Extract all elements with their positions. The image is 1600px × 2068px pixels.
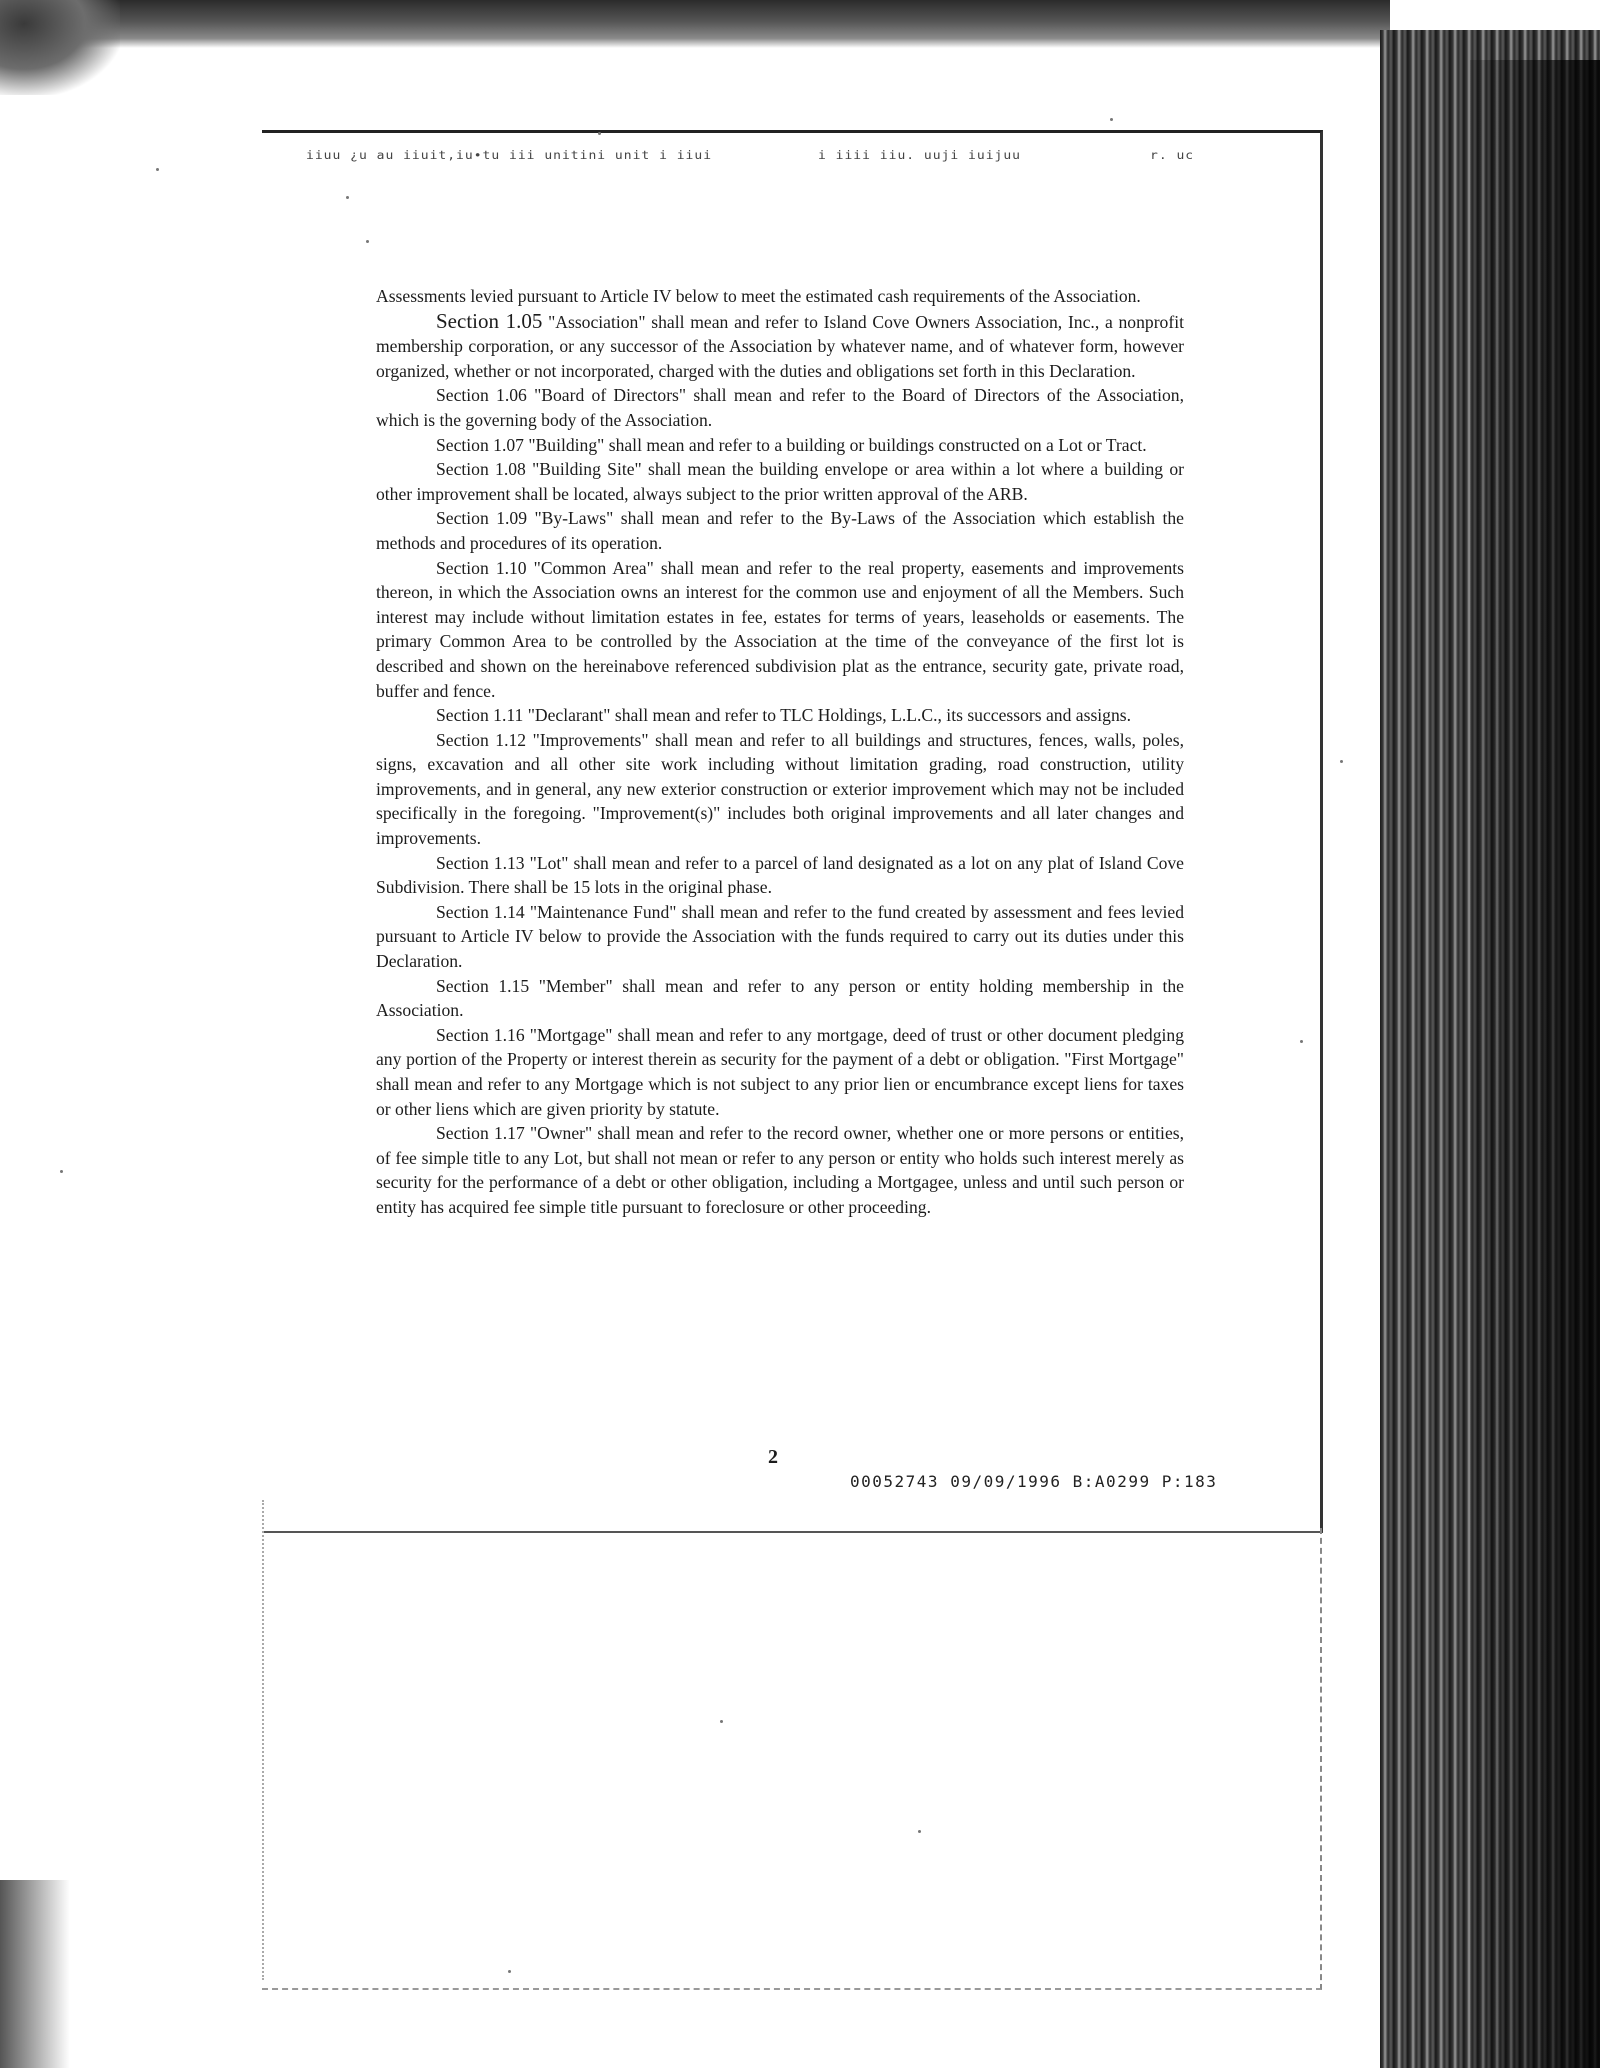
section-1-05 <box>376 309 1184 384</box>
scan-speck <box>346 196 349 199</box>
scan-speck <box>156 168 159 171</box>
fax-header-left: iiuu ¿u au iiuit,iu•tu iii unitini unit i iiui <box>306 149 713 163</box>
scan-speck <box>366 240 369 243</box>
scan-speck <box>1110 118 1113 121</box>
section-text: "Declarant" shall mean and refer to TLC Holdings, L.L.C., its successors and assigns. <box>527 705 1132 726</box>
scan-shadow-top <box>0 0 1390 48</box>
scan-speck <box>918 1830 921 1833</box>
section-heading: Section 1.12 <box>436 729 527 750</box>
fax-header-number: i iiii iiu. uuji iuijuu <box>818 149 1022 163</box>
section-heading: Section 1.16 <box>436 1024 525 1045</box>
section-heading: Section 1.07 <box>436 434 524 455</box>
section-text: "Owner" shall mean and refer to the record owner, whether one or more persons or entities, of fee simple title to any Lot, but shall not mean or refer to any person or entity who holds such interest merely as security for the performance of a debt or other obligation, including a Mortgagee, unless and until such person or entity has acquired fee simple title pursuant to foreclosure or other proceeding. <box>376 1123 1185 1217</box>
section-heading: Section 1.10 <box>436 557 527 578</box>
section-text: "Mortgage" shall mean and refer to any mortgage, deed of trust or other document pledging any portion of the Property or interest therein as security for the payment of a debt or obligation. "First Mortgage" shall mean and refer to any Mortgage which is not subject to any prior lien or encumbrance except liens for taxes or other liens which are given priority by statute. <box>376 1024 1184 1119</box>
section-text: "Maintenance Fund" shall mean and refer to the fund created by assessment and fees levied pursuant to Article IV below to provide the Association with the funds required to carry out its duties under this Declaration. <box>376 901 1184 972</box>
section-1-06 <box>376 383 1184 432</box>
section-1-16 <box>376 1023 1184 1121</box>
section-heading: Section 1.15 <box>436 975 530 996</box>
scan-speck <box>508 1970 511 1973</box>
section-text: "By-Laws" shall mean and refer to the By-Laws of the Association which establish the methods and procedures of its operation. <box>376 508 1184 553</box>
scan-speck <box>720 1720 723 1723</box>
section-text: "Board of Directors" shall mean and refer to the Board of Directors of the Association, which is the governing body of the Association. <box>376 385 1184 430</box>
fax-header-page: r. uc <box>1150 149 1195 163</box>
section-1-09 <box>376 506 1184 555</box>
section-heading: Section 1.08 <box>436 459 526 480</box>
recording-stamp: 00052743 09/09/1996 B:A0299 P:183 <box>850 1472 1218 1491</box>
scan-shadow-corner <box>0 0 120 95</box>
scan-speck <box>598 132 601 135</box>
section-heading: Section 1.09 <box>436 508 528 529</box>
document-body <box>376 284 1184 1220</box>
section-1-17 <box>376 1121 1184 1219</box>
section-1-10 <box>376 556 1184 704</box>
section-heading: Section 1.14 <box>436 901 525 922</box>
section-text: "Association" shall mean and refer to Island Cove Owners Association, Inc., a nonprofit membership corporation, or any successor of the Association by whatever name, and of whatever form, however organized, whether or not incorporated, charged with the duties and obligations set forth in this Declaration. <box>376 311 1184 381</box>
section-text: "Building" shall mean and refer to a building or buildings constructed on a Lot or Tract. <box>528 434 1147 455</box>
section-1-14 <box>376 900 1184 974</box>
section-text: "Common Area" shall mean and refer to the real property, easements and improvements thereon, in which the Association owns an interest for the common use and enjoyment of all the Members. Such interest may include without limitation estates in fee, estates for terms of years, leaseholds or easements. The primary Common Area to be controlled by the Association at the time of the conveyance of the first lot is described and shown on the hereinabove referenced subdivision plat as the entrance, security gate, private road, buffer and fence. <box>376 557 1184 701</box>
section-heading: Section 1.11 <box>436 705 524 726</box>
section-1-15 <box>376 974 1184 1023</box>
intro-paragraph: Assessments levied pursuant to Article IV below to meet the estimated cash requirements of the Association. <box>376 286 1141 306</box>
scan-speck <box>1300 1040 1303 1043</box>
section-1-11 <box>376 703 1184 728</box>
section-heading: Section 1.13 <box>436 852 525 873</box>
scan-dotted-margin <box>262 1500 264 1980</box>
section-1-07 <box>376 433 1184 458</box>
scan-speck <box>60 1170 63 1173</box>
page-number: 2 <box>768 1446 778 1468</box>
section-text: "Improvements" shall mean and refer to all buildings and structures, fences, walls, poles, signs, excavation and all other site work including without limitation grading, road construction, utility improvements, and in general, any new exterior construction or exterior improvement which may not be included specifically in the foregoing. "Improvement(s)" includes both original improvements and all later changes and improvements. <box>376 729 1184 849</box>
scan-shadow-right-fade <box>1470 60 1600 2068</box>
section-text: "Lot" shall mean and refer to a parcel of land designated as a lot on any plat of Island Cove Subdivision. There shall be 15 lots in the original phase. <box>376 852 1184 898</box>
fax-header <box>290 150 1290 169</box>
section-1-08 <box>376 457 1184 506</box>
section-heading: Section 1.05 <box>436 308 543 333</box>
section-1-13 <box>376 851 1184 900</box>
fax-lower-frame <box>262 1528 1322 1990</box>
section-heading: Section 1.06 <box>436 385 527 406</box>
section-1-12 <box>376 728 1184 851</box>
section-text: "Building Site" shall mean the building envelope or area within a lot where a building or other improvement shall be located, always subject to the prior written approval of the ARB. <box>376 459 1184 504</box>
scan-speck <box>1340 760 1343 763</box>
section-text: "Member" shall mean and refer to any person or entity holding membership in the Association. <box>376 975 1184 1021</box>
scan-shadow-left <box>0 1880 70 2068</box>
section-heading: Section 1.17 <box>436 1123 525 1144</box>
